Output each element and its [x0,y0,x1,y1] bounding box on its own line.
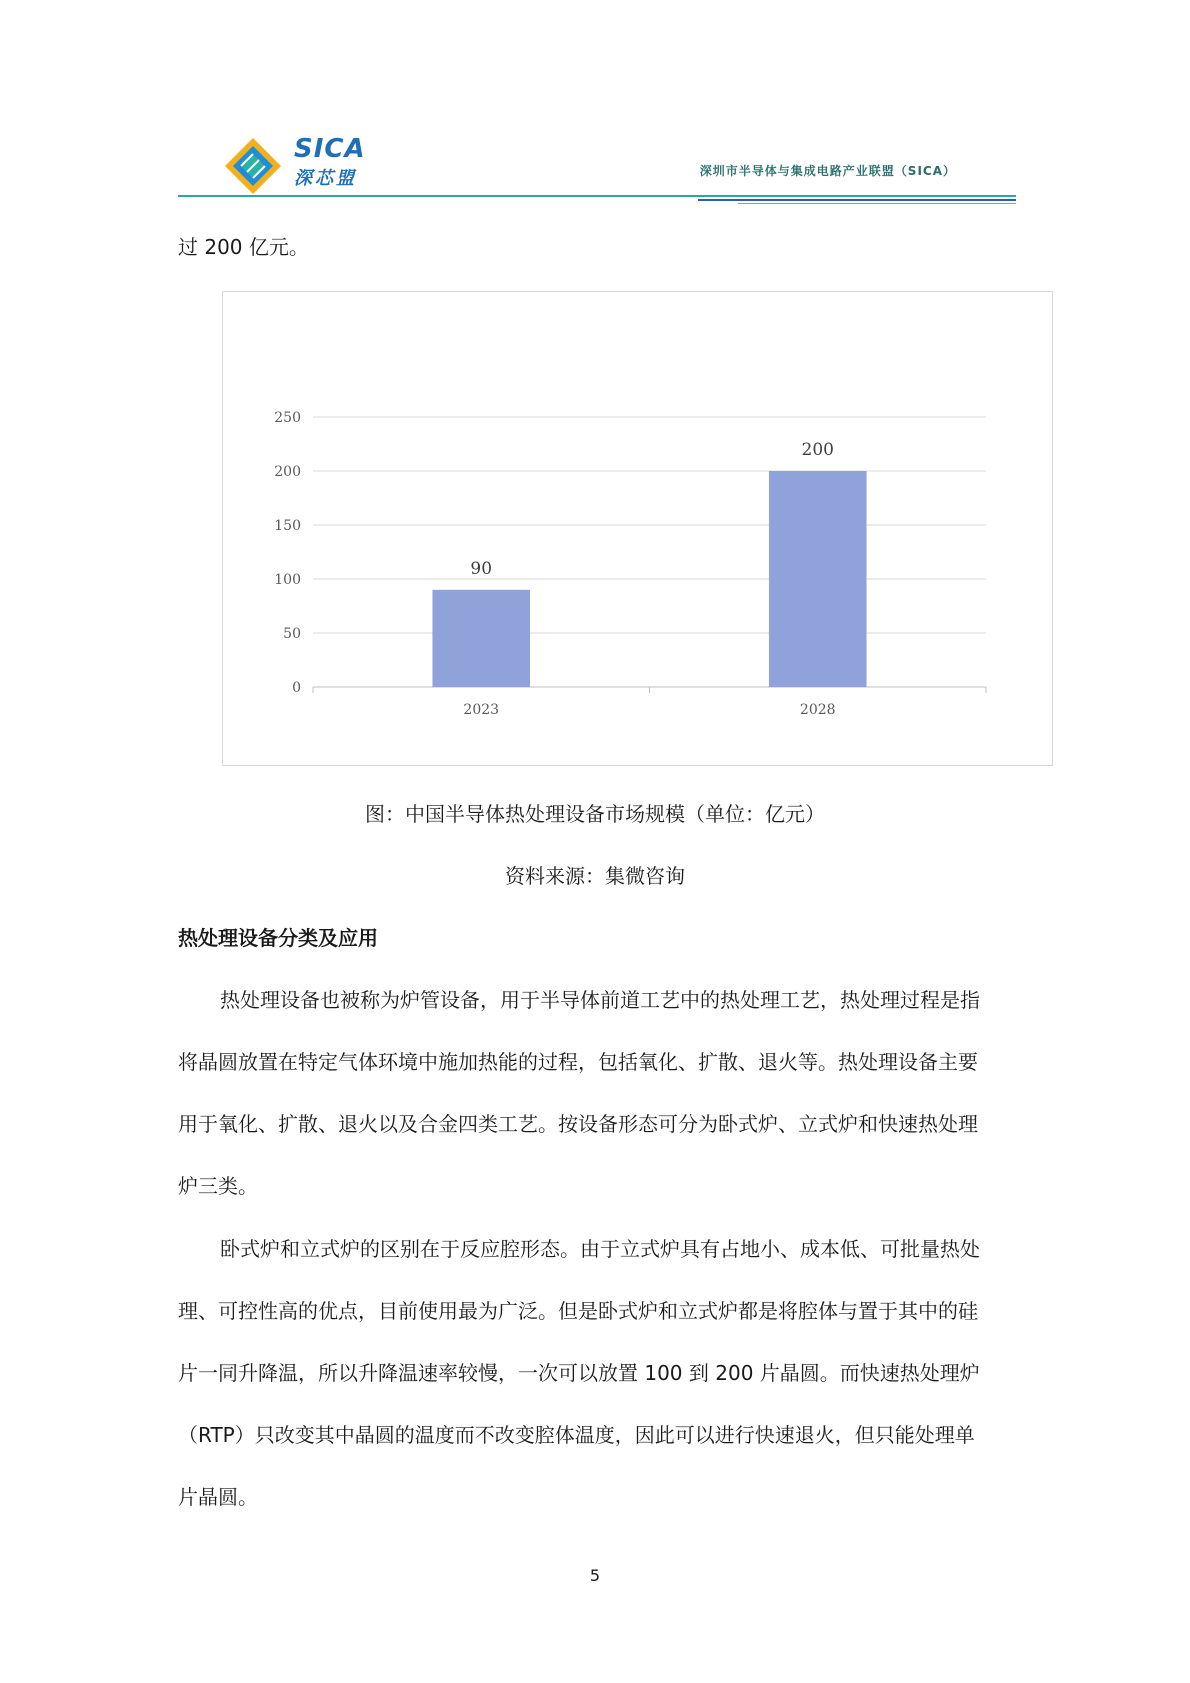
paragraph-line: 理、可控性高的优点，目前使用最为广泛。但是卧式炉和立式炉都是将腔体与置于其中的硅 [178,1299,978,1323]
paragraph-2 [178,1234,1014,1544]
intro-text: 过 200 亿元。 [178,235,309,259]
figure-caption: 图：中国半导体热处理设备市场规模（单位：亿元） [365,802,825,826]
paragraph-line: 用于氧化、扩散、退火以及合金四类工艺。按设备形态可分为卧式炉、立式炉和快速热处理 [178,1112,978,1136]
header-rule-accent [698,199,1016,201]
data-label: 90 [470,558,493,579]
paragraph-line: 片晶圆。 [178,1485,258,1509]
paragraph-line: 将晶圆放置在特定气体环境中施加热能的过程，包括氧化、扩散、退火等。热处理设备主要 [178,1050,978,1074]
market-size-chart [222,291,1053,766]
figure-source: 资料来源：集微咨询 [505,864,685,888]
bar [769,471,867,687]
x-tick-label: 2023 [463,702,500,718]
page-number: 5 [589,1566,601,1585]
y-tick-label: 150 [274,518,301,534]
sica-logo-icon [223,136,283,196]
paragraph-line: 热处理设备也被称为炉管设备，用于半导体前道工艺中的热处理工艺，热处理过程是指 [220,988,980,1012]
y-tick-label: 250 [274,410,301,426]
paragraph-line: 片一同升降温，所以升降温速率较慢，一次可以放置 100 到 200 片晶圆。而快速热处理炉 [178,1361,980,1385]
paragraph-line: 炉三类。 [178,1174,258,1198]
logo-text-en: SICA [294,134,366,164]
y-tick-label: 0 [292,680,301,696]
y-tick-label: 100 [274,572,301,588]
section-heading: 热处理设备分类及应用 [178,926,378,950]
paragraph-line: （RTP）只改变其中晶圆的温度而不改变腔体温度，因此可以进行快速退火，但只能处理单 [178,1423,975,1447]
paragraph-1 [178,985,1014,1233]
y-tick-label: 50 [283,626,301,642]
page-header [178,128,1016,204]
organization-name: 深圳市半导体与集成电路产业联盟（SICA） [699,164,956,178]
bar [432,590,530,687]
paragraph-line: 卧式炉和立式炉的区别在于反应腔形态。由于立式炉具有占地小、成本低、可批量热处 [220,1237,980,1261]
x-tick-label: 2028 [799,702,836,718]
y-tick-label: 200 [274,464,301,480]
data-label: 200 [801,440,834,460]
bar-chart-svg [223,292,1052,765]
header-rule-accent-thin [738,203,1016,204]
header-rule [178,195,1016,197]
logo-text-cn: 深芯盟 [294,168,357,189]
